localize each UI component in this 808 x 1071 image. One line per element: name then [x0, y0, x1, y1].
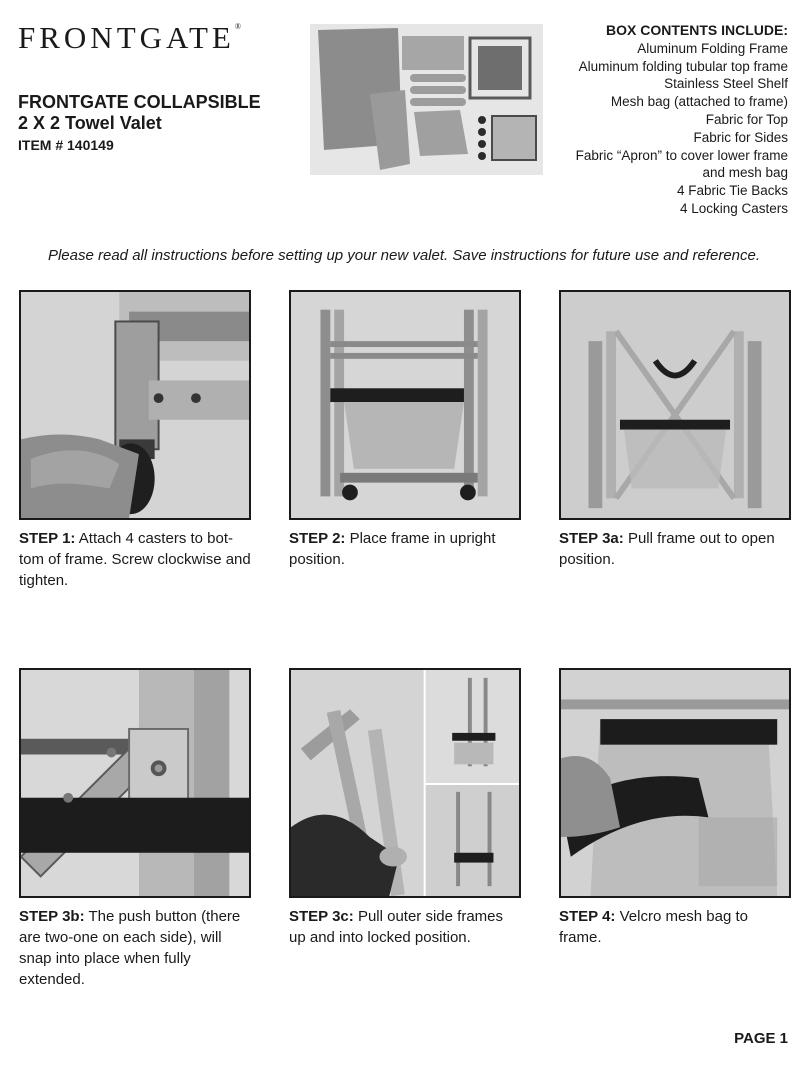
step-3c-text: Pull outer side frames up and into locked position.	[289, 908, 504, 946]
step-4-photo	[559, 668, 791, 898]
box-contents-item: Fabric “Apron” to cover lower frame	[575, 147, 788, 163]
step-4-caption	[559, 906, 791, 948]
instructions-notice: Please read all instructions before setting up your new valet. Save instructions for future use and reference.	[47, 247, 761, 264]
box-contents-item: Aluminum Folding Frame	[637, 40, 788, 56]
box-contents-list	[528, 22, 788, 218]
step-1-text: Attach 4 casters to bot-tom of frame. Screw clockwise and tighten.	[19, 530, 251, 589]
page-number: PAGE 1	[734, 1030, 788, 1047]
step-3a-text: Pull frame out to open position.	[559, 530, 775, 568]
step-3a-label: STEP 3a:	[559, 530, 624, 547]
step-2-caption	[289, 528, 521, 570]
box-contents-item: Aluminum folding tubular top frame	[578, 58, 788, 74]
step-4-label: STEP 4:	[559, 908, 616, 925]
step-2-text: Place frame in upright position.	[289, 530, 496, 568]
step-1-photo	[19, 290, 251, 520]
step-3c-caption	[289, 906, 521, 948]
step-2-label: STEP 2:	[289, 530, 346, 547]
box-contents-item: 4 Locking Casters	[679, 200, 788, 216]
step-3a-photo	[559, 290, 791, 520]
box-contents-item: 4 Fabric Tie Backs	[676, 183, 788, 199]
box-contents-item: and mesh bag	[702, 165, 788, 181]
product-title-line1: FRONTGATE COLLAPSIBLE	[18, 92, 261, 112]
step-1-caption	[19, 528, 251, 591]
brand-name: FRONTGATE	[18, 20, 235, 55]
step-3b-label: STEP 3b:	[19, 908, 85, 925]
step-3a-caption	[559, 528, 791, 570]
step-3b-photo	[19, 668, 251, 898]
box-contents-photo	[310, 24, 543, 175]
registered-mark: ®	[234, 22, 241, 31]
box-contents-item: Fabric for Sides	[693, 129, 788, 145]
brand-logo	[18, 20, 241, 56]
box-contents-item: Stainless Steel Shelf	[664, 76, 788, 92]
box-contents-item: Mesh bag (attached to frame)	[610, 94, 788, 110]
product-info	[18, 92, 308, 155]
product-title-line2: 2 X 2 Towel Valet	[18, 113, 162, 133]
step-1-label: STEP 1:	[19, 530, 76, 547]
step-4-text: Velcro mesh bag to frame.	[559, 908, 749, 946]
step-3c-label: STEP 3c:	[289, 908, 354, 925]
step-3b-caption	[19, 906, 251, 990]
item-number: ITEM # 140149	[18, 137, 114, 153]
step-3c-photo	[289, 668, 521, 898]
step-3b-text: The push button (there are two-one on each side), will snap into place when fully extended.	[19, 908, 241, 988]
box-contents-item: Fabric for Top	[705, 111, 788, 127]
box-contents-heading: BOX CONTENTS INCLUDE:	[606, 22, 788, 38]
step-2-photo	[289, 290, 521, 520]
